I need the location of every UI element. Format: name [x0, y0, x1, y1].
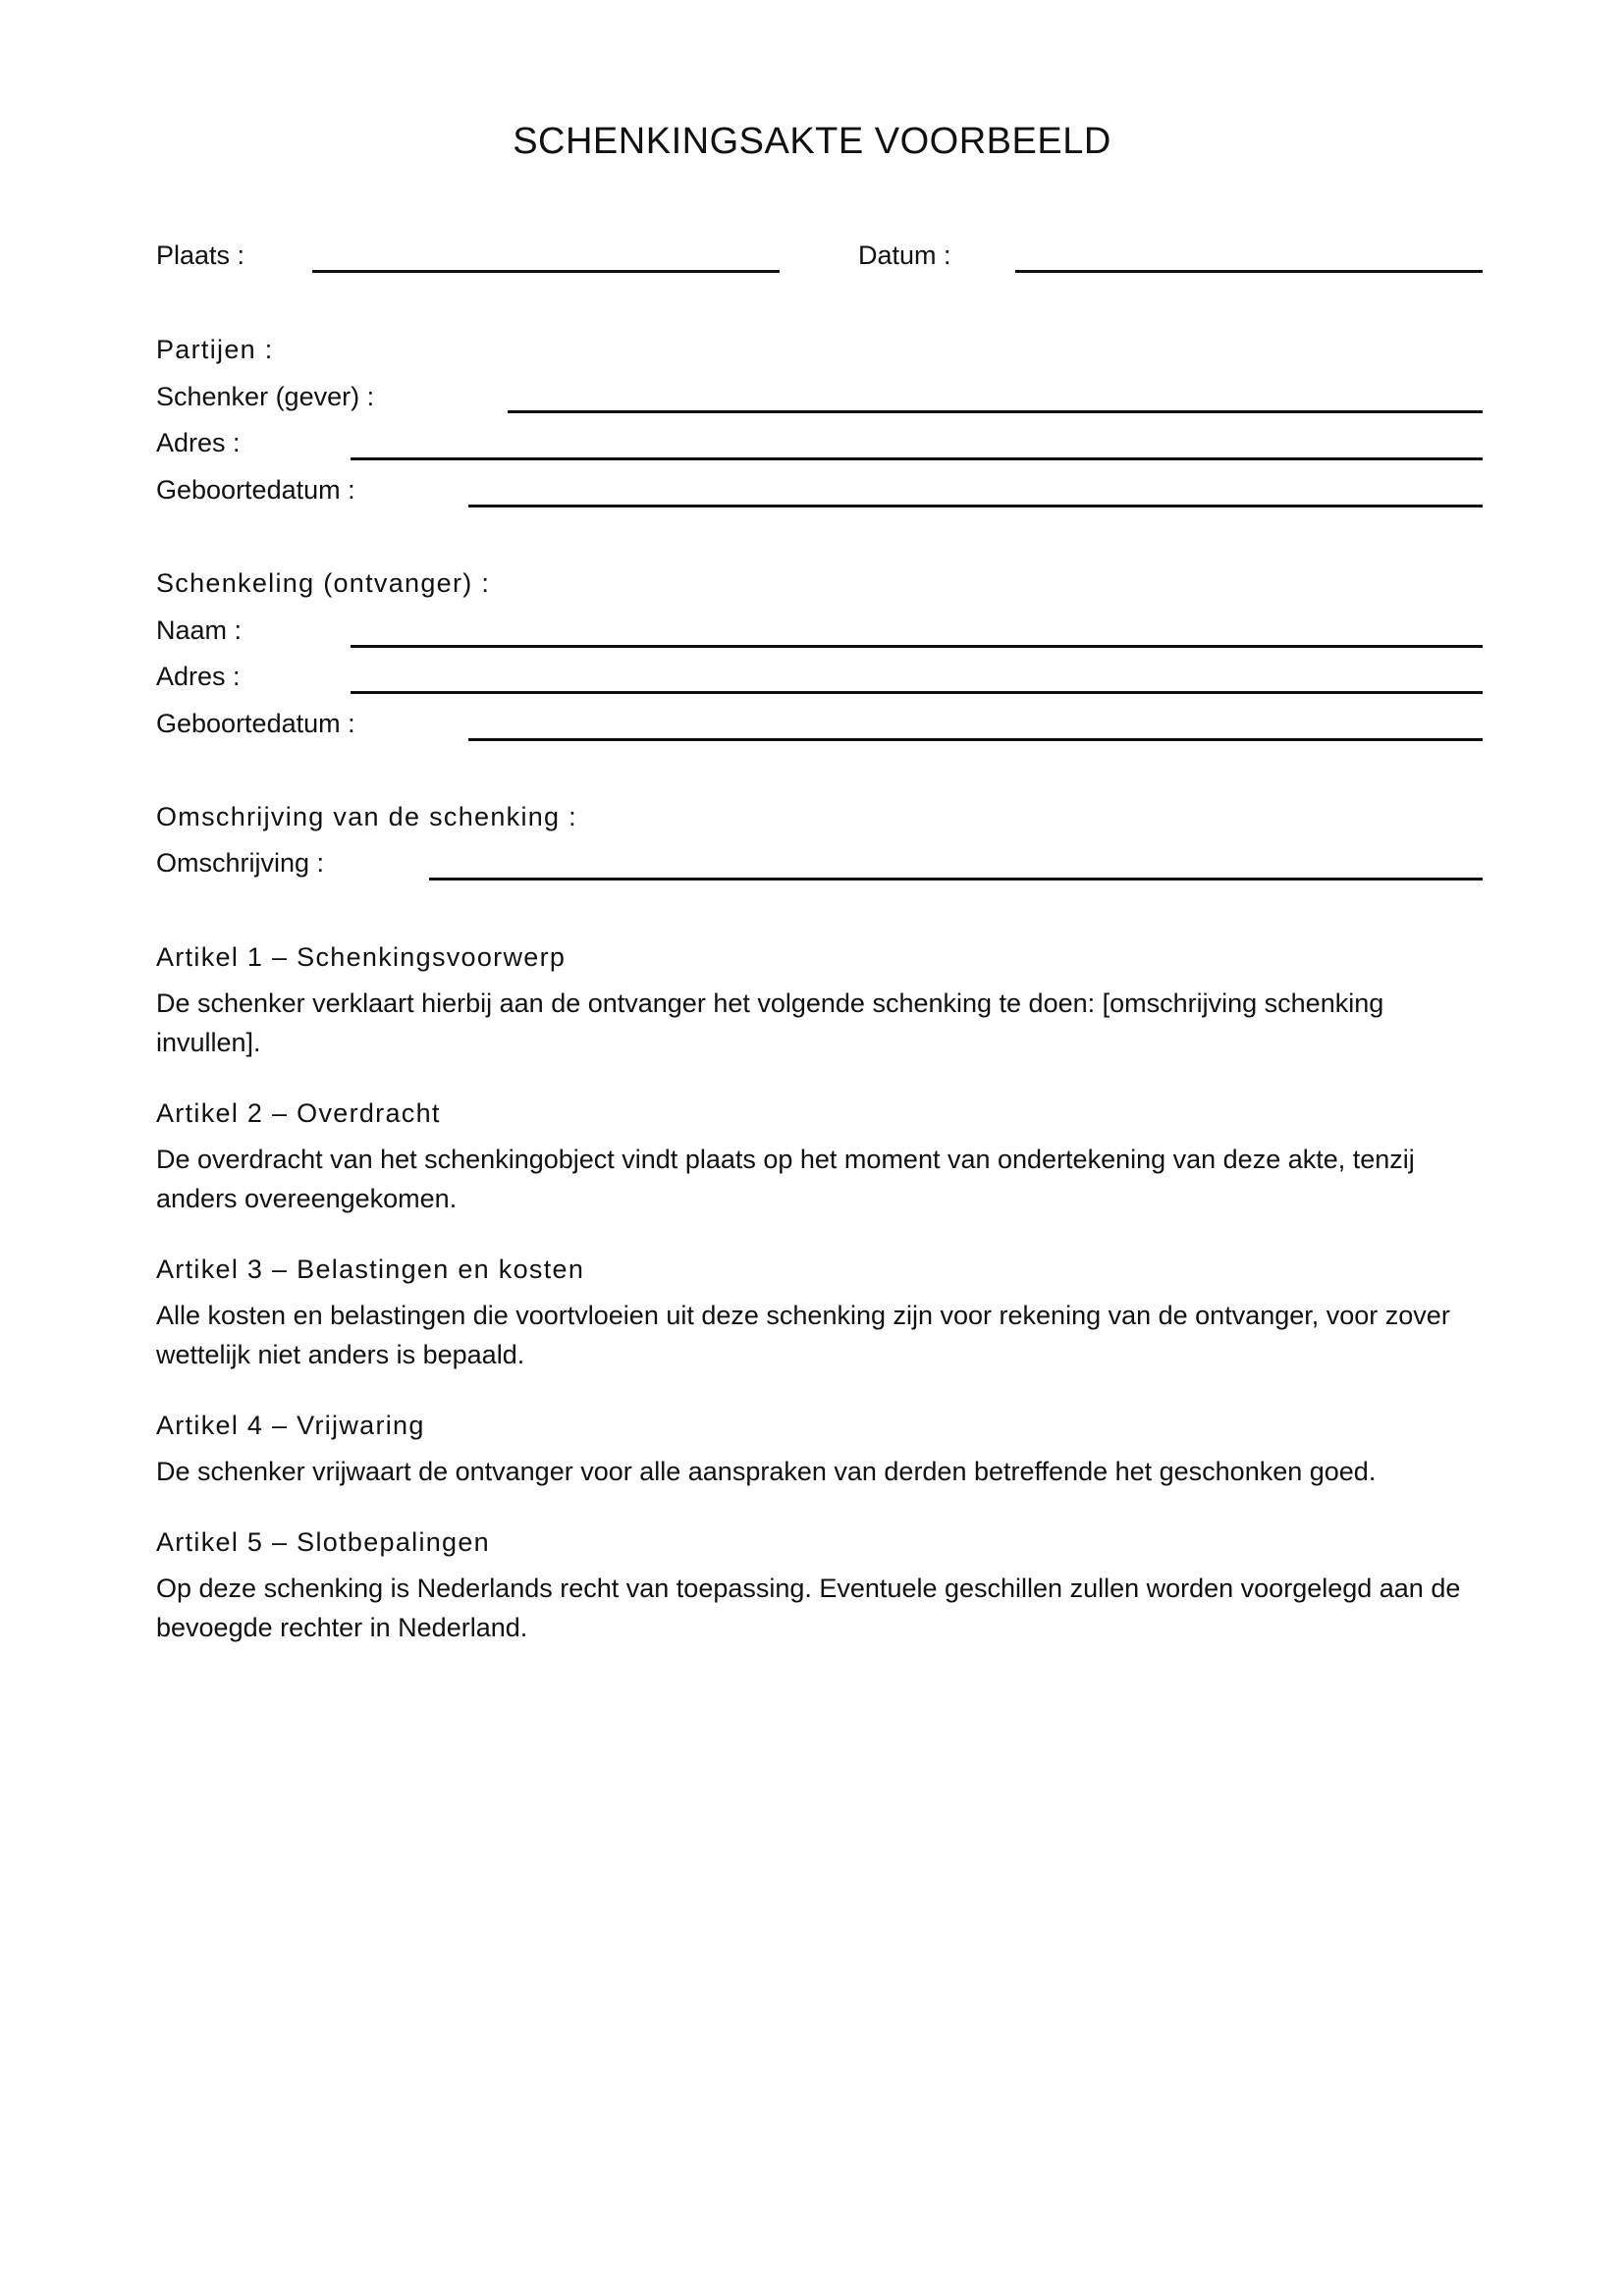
- datum-field[interactable]: [1015, 270, 1483, 273]
- article-1-text: De schenker verklaart hierbij aan de ontvanger het volgende schenking te doen: [omschrijving schenking invullen].: [156, 988, 1384, 1057]
- article-5-text: Op deze schenking is Nederlands recht van toepassing. Eventuele geschillen zullen worden voorgelegd aan de bevoegde rechter in Nederland.: [156, 1574, 1461, 1642]
- schenkeling-naam-label: Naam :: [156, 615, 243, 645]
- article-1-title: Artikel 1 – Schenkingsvoorwerp: [156, 942, 567, 972]
- omschrijving-field[interactable]: [429, 878, 1483, 881]
- schenker-label: Schenker (gever) :: [156, 382, 375, 411]
- schenker-geboortedatum-field[interactable]: [468, 505, 1483, 507]
- omschrijving-label: Omschrijving :: [156, 848, 325, 878]
- document-title: SCHENKINGSAKTE VOORBEELD: [513, 121, 1111, 162]
- schenkeling-geboortedatum-field[interactable]: [468, 738, 1483, 741]
- schenkeling-adres-field[interactable]: [351, 691, 1483, 694]
- article-3-text: Alle kosten en belastingen die voortvloeien uit deze schenking zijn voor rekening van de ontvanger, voor zover wettelijk niet anders is bepaald.: [156, 1301, 1450, 1369]
- plaats-field[interactable]: [312, 270, 780, 273]
- article-4-title: Artikel 4 – Vrijwaring: [156, 1411, 425, 1440]
- article-3-title: Artikel 3 – Belastingen en kosten: [156, 1255, 585, 1284]
- schenker-adres-label: Adres :: [156, 428, 241, 457]
- partijen-heading: Partijen :: [156, 335, 274, 364]
- schenker-adres-field[interactable]: [351, 457, 1483, 460]
- article-2-text: De overdracht van het schenkingobject vindt plaats op het moment van ondertekening van deze akte, tenzij anders overeengekomen.: [156, 1145, 1415, 1213]
- plaats-label: Plaats :: [156, 240, 245, 270]
- article-5-title: Artikel 5 – Slotbepalingen: [156, 1527, 491, 1557]
- schenker-geboortedatum-label: Geboortedatum :: [156, 475, 355, 505]
- datum-label: Datum :: [858, 240, 951, 270]
- schenkeling-naam-field[interactable]: [351, 645, 1483, 648]
- article-2-title: Artikel 2 – Overdracht: [156, 1098, 441, 1128]
- schenker-field[interactable]: [508, 410, 1483, 413]
- article-4-text: De schenker vrijwaart de ontvanger voor alle aanspraken van derden betreffende het geschonken goed.: [156, 1457, 1377, 1486]
- schenkeling-geboortedatum-label: Geboortedatum :: [156, 709, 355, 738]
- schenkeling-adres-label: Adres :: [156, 662, 241, 691]
- schenkeling-heading: Schenkeling (ontvanger) :: [156, 568, 491, 598]
- omschrijving-heading: Omschrijving van de schenking :: [156, 802, 577, 831]
